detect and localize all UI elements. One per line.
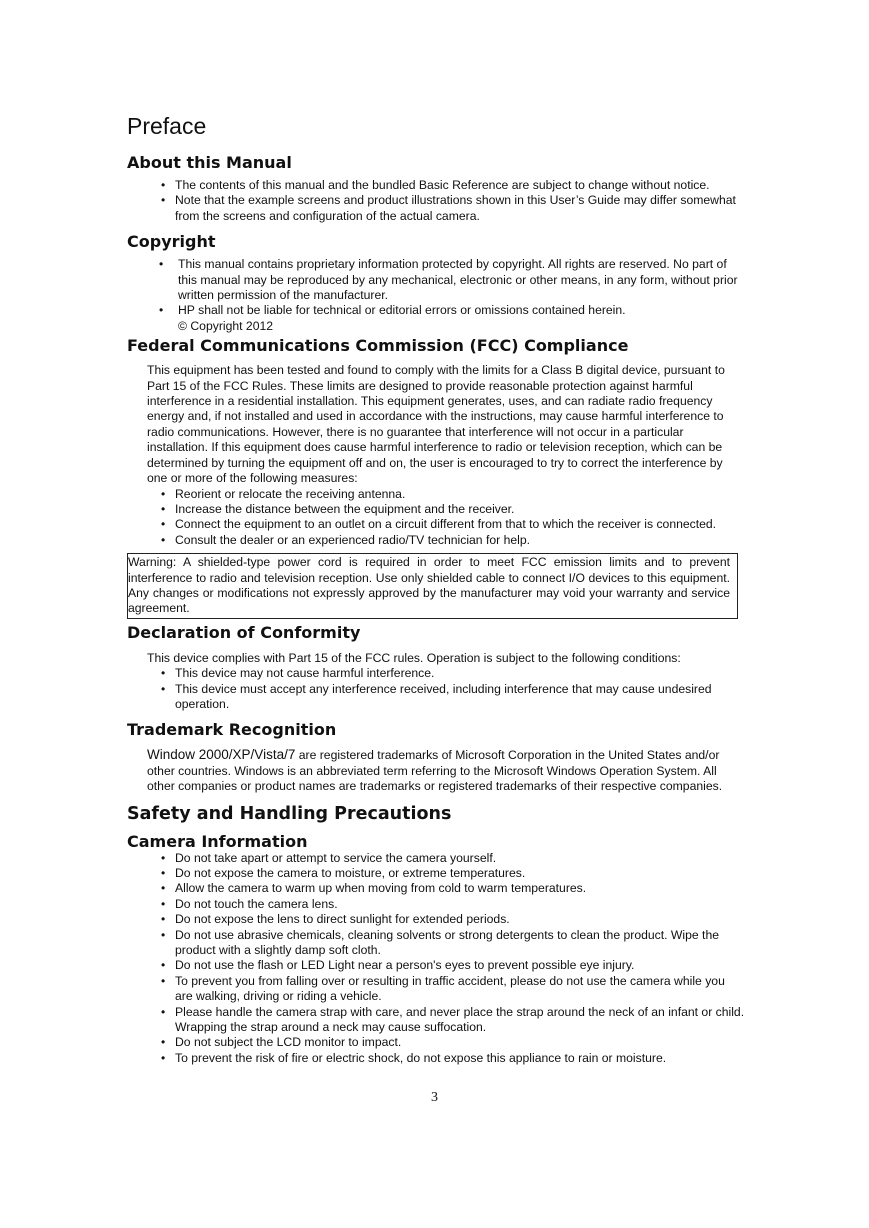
list-item: • Do not touch the camera lens.	[127, 897, 745, 912]
list-item: • To prevent you from falling over or resulting in traffic accident, please do not use the camera while you are walking, driving or riding a vehicle.	[127, 974, 745, 1005]
page-title: Preface	[127, 113, 207, 139]
list-item: • HP shall not be liable for technical or editorial errors or omissions contained herein.	[127, 303, 745, 318]
list-item: • Do not take apart or attempt to service the camera yourself.	[127, 851, 745, 866]
list-item: • Allow the camera to warm up when moving from cold to warm temperatures.	[127, 881, 745, 896]
trademark-heading: Trademark Recognition	[127, 720, 337, 740]
fcc-section	[127, 336, 745, 619]
warning-box: Warning: A shielded-type power cord is required in order to meet FCC emission limits and to prevent interference to radio and television reception. Use only shielded cable to connect I/O devices to this equipment. Any changes or modifications not expressly approved by the manufacturer may void your warranty and service agreement.	[127, 553, 738, 619]
list-item: • This device must accept any interference received, including interference that may cause undesired operation.	[127, 682, 745, 713]
list-item: • Do not use abrasive chemicals, cleaning solvents or strong detergents to clean the product. Wipe the product with a slightly damp soft cloth.	[127, 928, 745, 959]
list-item: • Do not expose the lens to direct sunlight for extended periods.	[127, 912, 745, 927]
list-item: • Do not subject the LCD monitor to impact.	[127, 1035, 745, 1050]
conformity-paragraph: This device complies with Part 15 of the FCC rules. Operation is subject to the following conditions:	[147, 650, 681, 665]
list-item: • Connect the equipment to an outlet on a circuit different from that to which the receiver is connected.	[127, 517, 745, 532]
page-number: 3	[431, 1090, 438, 1105]
camera-info-heading: Camera Information	[127, 831, 308, 851]
conformity-list	[127, 666, 745, 712]
list-item: • Reorient or relocate the receiving antenna.	[127, 487, 745, 502]
list-item: • This manual contains proprietary information protected by copyright. All rights are reserved. No part of this manual may be reproduced by any mechanical, electronic or other means, in any form, without prior written permission of the manufacturer.	[127, 257, 745, 303]
list-item: • To prevent the risk of fire or electric shock, do not expose this appliance to rain or moisture.	[127, 1051, 745, 1066]
list-item: • Please handle the camera strap with care, and never place the strap around the neck of an infant or child. Wrapping the strap around a neck may cause suffocation.	[127, 1005, 745, 1036]
fcc-measures-list	[127, 487, 745, 549]
list-item: • Do not use the flash or LED Light near a person's eyes to prevent possible eye injury.	[127, 958, 745, 973]
about-section	[127, 153, 745, 224]
copyright-notice: © Copyright 2012	[178, 318, 274, 333]
list-item: • Increase the distance between the equipment and the receiver.	[127, 502, 745, 517]
about-heading: About this Manual	[127, 153, 292, 172]
conformity-heading: Declaration of Conformity	[127, 622, 361, 642]
conformity-section	[127, 623, 745, 713]
list-item: • This device may not cause harmful interference.	[127, 666, 745, 681]
about-list	[127, 178, 745, 224]
copyright-heading: Copyright	[127, 232, 216, 252]
trademark-text: are registered trademarks of Microsoft Corporation in the United States and/or other countries. Windows is an abbreviated term referring to the Microsoft Windows Operation System. All other companies or product names are trademarks or registered trademarks of their respective companies.	[147, 748, 723, 794]
fcc-heading: Federal Communications Commission (FCC) Compliance	[127, 336, 629, 356]
list-item: • Consult the dealer or an experienced radio/TV technician for help.	[127, 533, 745, 548]
document-page	[127, 112, 745, 1074]
camera-info-list	[127, 851, 745, 1067]
safety-section	[127, 804, 745, 1067]
safety-heading: Safety and Handling Precautions	[127, 803, 452, 824]
list-item: • The contents of this manual and the bundled Basic Reference are subject to change without notice.	[127, 178, 745, 193]
fcc-paragraph: This equipment has been tested and found to comply with the limits for a Class B digital device, pursuant to Part 15 of the FCC Rules. These limits are designed to provide reasonable protection against harmful interference in a residential installation. This equipment generates, uses, and can radiate radio frequency energy and, if not installed and used in accordance with the instructions, may cause harmful interference to radio communications. However, there is no guarantee that interference will not occur in a particular installation. If this equipment does cause harmful interference to radio or television reception, which can be determined by turning the equipment off and on, the user is encouraged to try to correct the interference by one or more of the following measures:	[147, 363, 725, 486]
trademark-section	[127, 720, 745, 794]
trademark-paragraph	[127, 747, 745, 794]
list-item: • Do not expose the camera to moisture, or extreme temperatures.	[127, 866, 745, 881]
copyright-section	[127, 232, 745, 334]
trademark-lead: Window 2000/XP/Vista/7	[147, 747, 296, 763]
copyright-list	[127, 257, 745, 319]
list-item: • Note that the example screens and product illustrations shown in this User’s Guide may differ somewhat from the screens and configuration of the actual camera.	[127, 193, 745, 224]
